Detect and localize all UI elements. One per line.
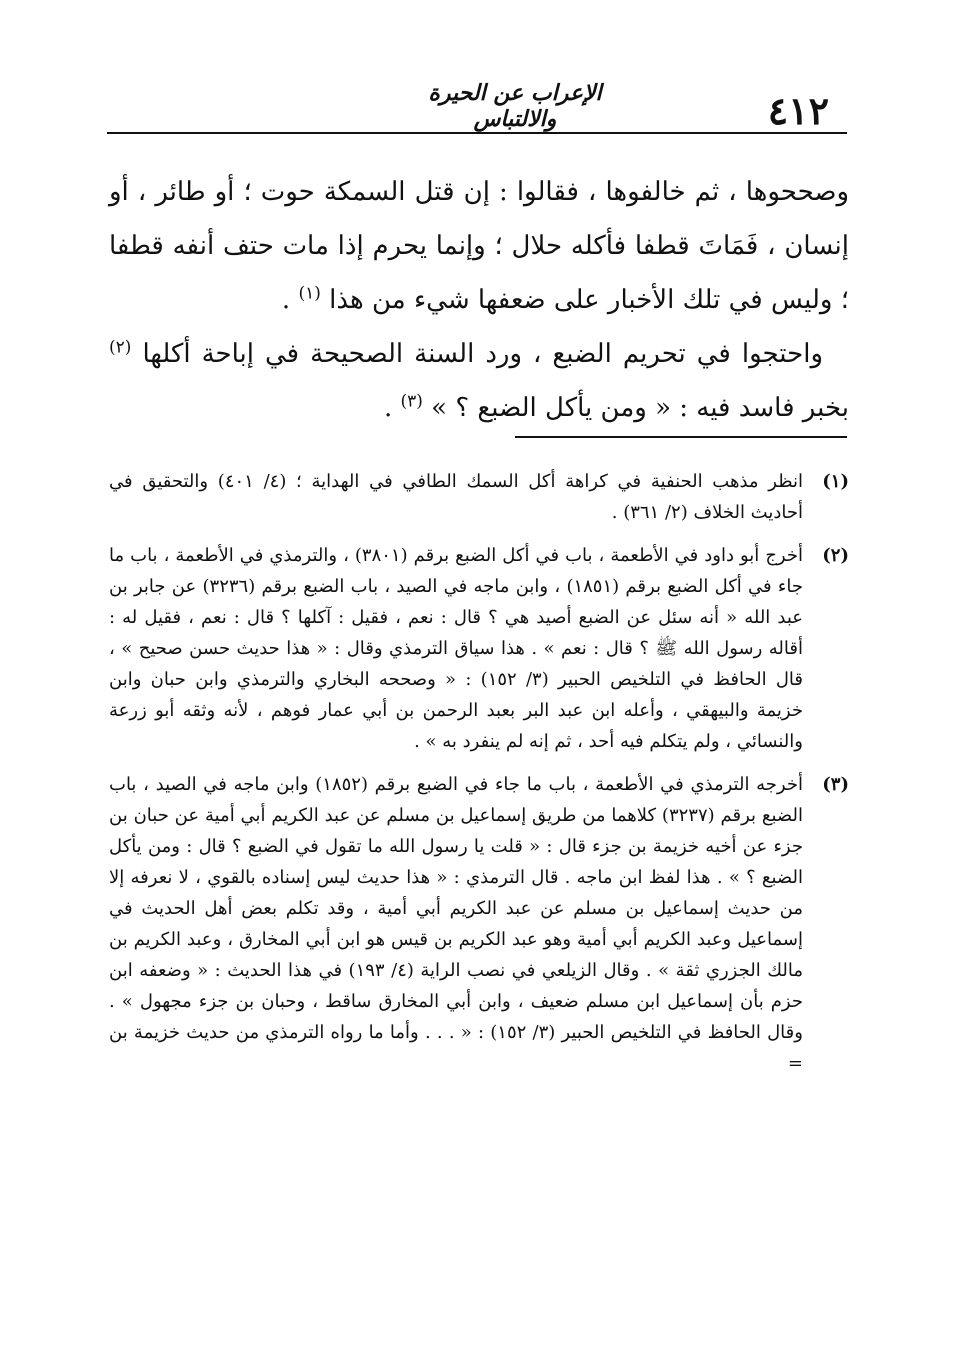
footnote-text: أخرج أبو داود في الأطعمة ، باب في أكل الضبع برقم (٣٨٠١) ، والترمذي في الأطعمة ، باب ما جاء في أكل الضبع برقم (١٨٥١) ، وابن ماجه في الصيد ، باب الضبع برقم (٣٢٣٦) عن جابر بن عبد الله « أنه سئل عن الضبع أصيد هي ؟ قال : نعم ، فقيل : آكلها ؟ قال : نعم ، فقيل له : أقاله رسول الله ﷺ ؟ قال : نعم » . هذا سياق الترمذي وقال : « هذا حديث حسن صحيح » ، قال الحافظ في التلخيص الحبير (٣/ ١٥٢) : « وصححه البخاري والترمذي وابن حبان وابن خزيمة والبيهقي ، وأعله ابن عبد البر بعبد الرحمن بن أبي عمار فوهم ، لأنه وثقه أبو زرعة والنسائي ، ولم يتكلم فيه أحد ، ثم إنه لم ينفرد به » . <box>109 545 803 752</box>
footnotes-section <box>109 466 849 1091</box>
main-text <box>109 165 849 435</box>
paragraph-tail-end: . <box>383 393 401 423</box>
main-paragraph-2 <box>109 327 849 435</box>
footnote-text: أخرجه الترمذي في الأطعمة ، باب ما جاء في الضبع برقم (١٨٥٢) وابن ماجه في الصيد ، باب الضبع برقم (٣٢٣٧) كلاهما من طريق إسماعيل بن مسلم عن عبد الكريم أبي أمية عن حبان بن جزء عن أخيه خزيمة بن جزء قال : « قلت يا رسول الله ما تقول في الضبع ؟ قال : ومن يأكل الضبع ؟ » . هذا لفظ ابن ماجه . قال الترمذي : « هذا حديث ليس إسناده بالقوي ، لا نعرفه إلا من حديث إسماعيل بن مسلم عن عبد الكريم أبي أمية ، وقد تكلم بعض أهل الحديث في إسماعيل وعبد الكريم أبي أمية وهو عبد الكريم بن قيس هو ابن أبي المخارق ، وعبد الكريم بن مالك الجزري ثقة » . وقال الزيلعي في نصب الراية (٤/ ١٩٣) في هذا الحديث : « وضعفه ابن حزم بأن إسماعيل ابن مسلم ضعيف ، وابن أبي المخارق ساقط ، وحبان بن جزء مجهول » . وقال الحافظ في التلخيص الحبير (٣/ ١٥٢) : « . . . وأما ما رواه الترمذي من حديث خزيمة بن = <box>109 774 803 1074</box>
footnote-3 <box>109 769 849 1079</box>
paragraph-tail: بخبر فاسد فيه : « ومن يأكل الضبع ؟ » <box>431 393 849 423</box>
running-title: الإعراب عن الحيرة والالتباس <box>428 80 602 132</box>
footnote-reference-3[interactable]: (٣) <box>400 391 423 412</box>
header-rule <box>107 132 847 134</box>
footnote-separator <box>515 436 847 438</box>
page-number: ٤١٢ <box>767 88 829 133</box>
footnote-reference-2[interactable]: (٢) <box>109 337 132 358</box>
footnote-marker: (٣) <box>822 774 849 795</box>
paragraph-text: واحتجوا في تحريم الضبع ، ورد السنة الصحيحة في إباحة أكلها <box>142 339 824 369</box>
footnote-marker: (٢) <box>822 545 849 566</box>
footnote-2 <box>109 540 849 757</box>
paragraph-tail: . <box>281 285 299 315</box>
footnote-text: انظر مذهب الحنفية في كراهة أكل السمك الطافي في الهداية ؛ (٤/ ٤٠١) والتحقيق في أحاديث الخلاف (٢/ ٣٦١) . <box>109 471 803 523</box>
footnote-marker: (١) <box>822 471 849 492</box>
main-paragraph-1 <box>109 165 849 327</box>
footnote-reference-1[interactable]: (١) <box>298 283 321 304</box>
paragraph-text: وصححوها ، ثم خالفوها ، فقالوا : إن قتل السمكة حوت ؛ أو طائر ، أو إنسان ، فَمَاتَ قطفا فأكله حلال ؛ وإنما يحرم إذا مات حتف أنفه قطفا ؛ وليس في تلك الأخبار على ضعفها شيء من هذا <box>109 177 849 315</box>
footnote-1 <box>109 466 849 528</box>
